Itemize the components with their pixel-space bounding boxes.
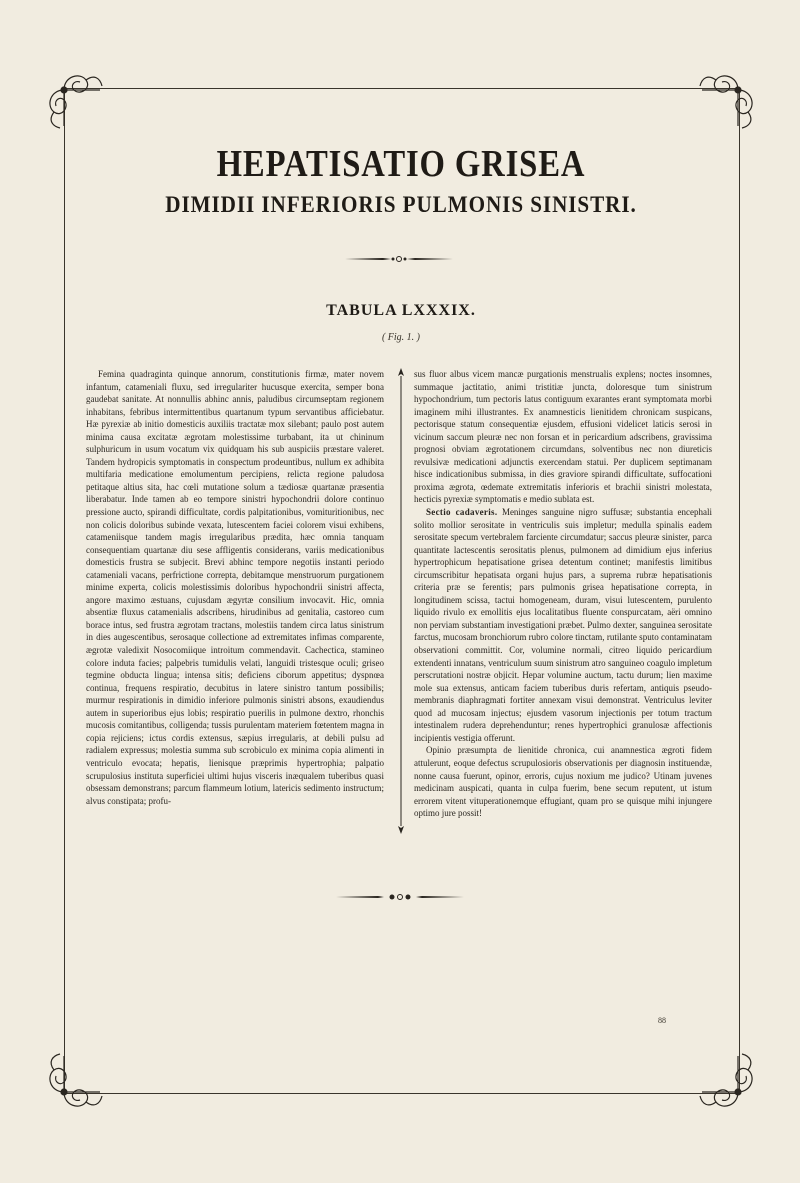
- page-subtitle: DIMIDII INFERIORIS PULMONIS SINISTRI.: [165, 192, 637, 217]
- autopsy-paragraph: [414, 506, 712, 744]
- sectio-cadaveris-label: Sectio cadaveris.: [426, 507, 498, 518]
- page-number: 88: [658, 1016, 666, 1025]
- column-divider: [398, 368, 404, 834]
- corner-ornament-top-left: [40, 66, 104, 130]
- corner-ornament-bottom-left: [40, 1052, 104, 1116]
- autopsy-text: Meninges sanguine nigro suffusæ; substantia encephali solito mollior serositate in ventriculis suis impletur; medulla spinalis eadem serositate specum vertebralem farciente circumdatur; saccus pleuræ sinister, parca quantitate lactescentis serositatis plenus, pulmonem ad dimidium ejus inferius hypertrophicum hepatisatione grisea detentum continet; manifestis limitibus circumscribitur hepatisata organi hujus pars, a suprema rubræ hepatisationis criteria præ se ferentis; pars pulmonis grisea hepatisatione correpta, in longitudinem scissa, tactui homogeneam, duram, visui lutescentem, purulento liquido rivulo ex emollitis ejus localitatibus fluente conspurcatam, aëri omnino non perviam substantiam investigationi præbet. Pulmo dexter, sanguinea serositate farctus, mucosam bronchiorum rubro colore tinctam, rutilante sputo contaminatam observationi committit. Cor, volumine normali, citreo liquido pericardium extendenti innatans, ventriculum suum sinistrum atro sanguineo coagulo impletum perscrutationi nostræ objicit. Hepar volumine auctum, tactu durum; lien maxime mole sua extensus, anticam faciem tuberibus duris refertam, antiquis pseudo-membranis diaphragmati fortiter annexam visui demonstrat. Ventriculus leviter quod ad mucosam injectus; ejusdem vasorum injectionis per totum tractum intestinalem rudera deprehenduntur; renes hypertrophici granulosæ affectionis incipientis vestigia offerunt.: [414, 507, 712, 743]
- conclusion-paragraph: Opinio præsumpta de lienitide chronica, cui anamnestica ægroti fidem attulerunt, eoque defectus scrupulosioris observationis per diagnosin instituendæ, nonne causa fuerunt, opinor, erroris, cujus noxium me judico? Utinam juvenes medicinam auspicati, quanta in culpa fuerim, bene secum reputent, ut istum errorem vitent vituperationemque effugiant, quam pro se quisque mihi injungere optimo jure possit!: [414, 745, 712, 819]
- text-column-left: [86, 368, 384, 807]
- corner-ornament-bottom-right: [698, 1052, 762, 1116]
- symptoms-paragraph: sus fluor albus vicem mancæ purgationis menstrualis explens; noctes insomnes, summaque jactitatio, animi tristitiæ juncta, doloresque tum sinistrum hypochondrium, tum pectoris latus contiguum exarantes erant symptomata morbi imaginem mihi illustrantes. Ex anamnesticis lienitidem chronicam suspicans, pectorisque statum consequentiæ ejusdem, effusioni videlicet laticis serosi in vicinum saccum pleuræ nec non forsan et in pericardium adscribens, gravissima prognosi obviam ægrotationem circumdans, solventibus nec non diureticis revulsivæ medicationi adjunctis exercendam statui. Per duplicem septimanam hisce indicationibus submissa, in dies graviore spirandi difficultate, suffocationi proxima ægrota, œdemate extremitatis inferioris et brachii sinistri molestata, hecticis pyrexiæ symptomatis e medio sublata est.: [414, 369, 712, 505]
- case-history-paragraph: Femina quadraginta quinque annorum, constitutionis firmæ, mater novem infantum, catameniali fluxu, sed irregulariter hucusque exercita, semper bona gaudebat sanitate. At nonnullis abhinc annis, paludibus circumseptam regionem inhabitans, febribus intermittentibus quartanum typum servantibus afficiebatur. Hæ pyrexiæ ab initio domesticis auxiliis tractatæ mox silebant; paulo post autem minima causa excitatæ ægrotam molestissime turbabant, ita ut chininum sulphuricum in usum vocatum vix quidquam his sub auspiciis præstare valeret. Tandem hydropicis symptomatis in conspectum prodeuntibus, nullum ex adhibita multifaria medicatione emolumentum percipiens, relicta regione paludosa petitaque altius sita, hac cœli mutatione solum a tædiosæ quartanæ præsentia liberabatur. Inde tamen ab eo tempore sinistri hypochondrii dolore continuo pressione aucto, spirandi difficultate, cordis palpitationibus, vomituritionibus, nec non colicis doloribus subinde vexata, lutescentem faciei colorem visui exhibens, catameniisque tandem magis irregularibus prædita, hæc omnia tanquam consequentiam quartanæ diu sese affligentis considerans, variis medicationibus domesticis frustra se subjecit. Brevi abhinc tempore negotiis instanti periodo catameniali vacans, perfrictione correpta, debitamque menstruorum purgationem minime experta, colicis molestissimis doloribus hypochondrii sinistri affecta, angore maximo æstuans, cujusdam ægyrtæ consilium invocavit. Hic, omnia absentiæ fluxus catamenialis adscribens, hirudinibus ad genitalia, castoreo cum borace intus, sed frustra ægrotam tractans, molestiis tandem circa latus sinistrum in dies augescentibus, serosaque collectione ad extremitates infimas comparente, ægrotæ valedixit Nosocomiique introitum commendavit. Cachectica, stamineo colore induta facies; palpebris tumidulis velati, languidi tristesque oculi; griseo tegmine obducta lingua; intensa sitis; deficiens ciborum appetitus; dyspnœa continua, frequens respiratio, decubitus in latere sinistro tantum possibilis; murmur respirationis in dimidio inferiore pulmonis sinistri absons, exaudiendus autem in superioribus ejus lobis; respiratio puerilis in pulmone dextro, rhonchis mucosis comitantibus, colligenda; tussis purulentam materiem fœtentem magna in copia rejiciens; ictus cordis extensus, sæpius irregularis, at debili pulsu ad radialem expressus; molestia summa sub scrobiculo ex minima copia alimenti in ventriculo evocata; hepatis, lienisque præprimis hypertrophia; palpatio scrupulosius instituta superficiei ultimi hujus visceris inæqualem tuberibus quasi obsessam demonstrans; parcum flammeum lotium, latericis sedimento instructum; alvus constipata; profu-: [86, 369, 384, 806]
- bottom-rule-ornament: [334, 892, 466, 902]
- page-title: HEPATISATIO GRISEA: [216, 143, 586, 185]
- plate-number: TABULA LXXXIX.: [326, 302, 476, 319]
- corner-ornament-top-right: [698, 66, 762, 130]
- figure-reference: ( Fig. 1. ): [381, 332, 421, 343]
- title-rule-ornament: [343, 254, 455, 264]
- text-column-right: [414, 368, 712, 820]
